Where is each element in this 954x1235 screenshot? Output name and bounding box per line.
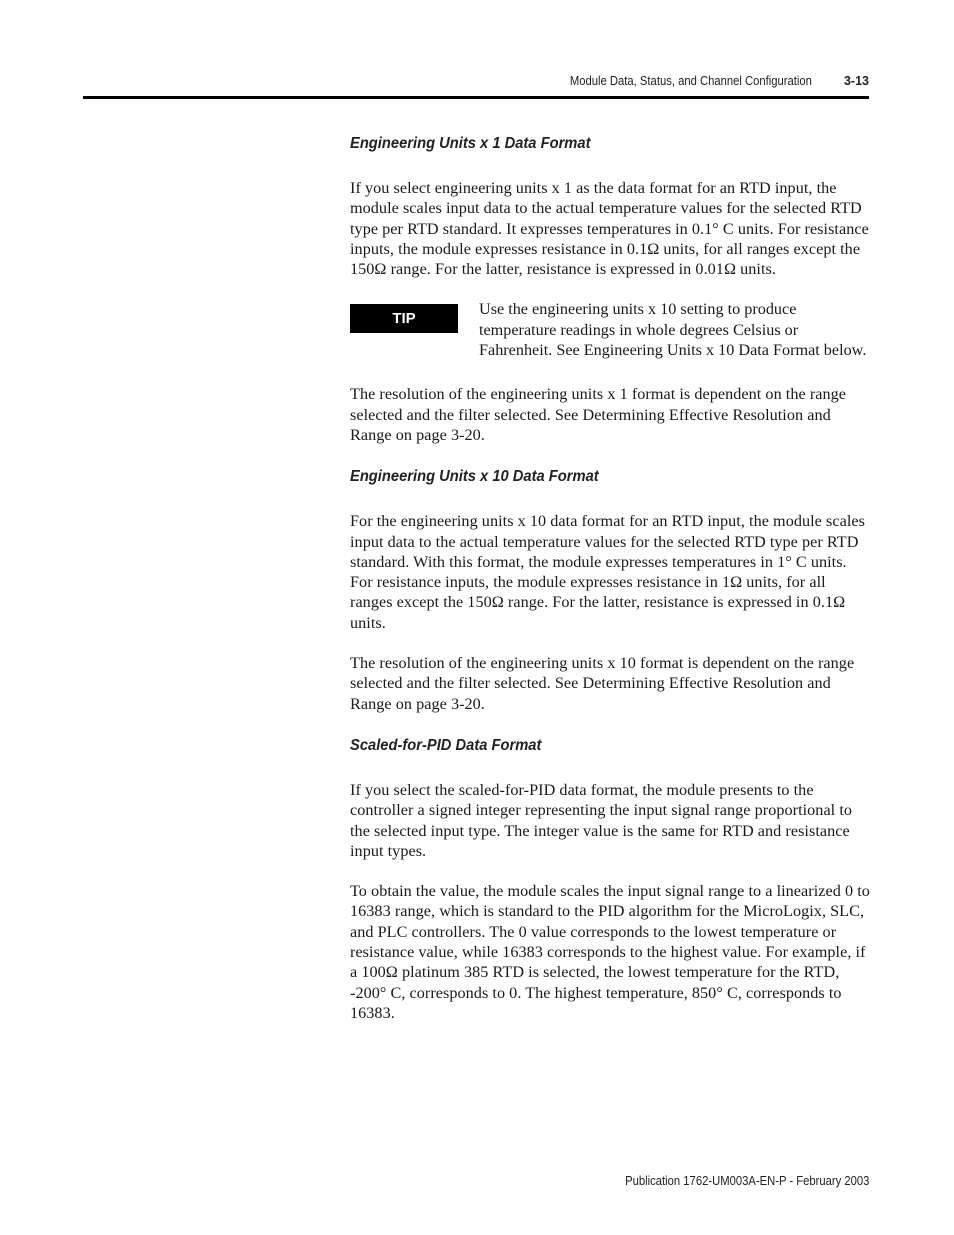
body-paragraph: If you select engineering units x 1 as the data format for an RTD input, the module scales input data to the actual temperature values for the selected RTD type per RTD standard. It expresses temperatures in 0.1° C units. For resistance inputs, the module expresses resistance in 0.1Ω units, for all ranges except the 150Ω range. For the latter, resistance is expressed in 0.01Ω units. (350, 179, 869, 279)
section-heading: Engineering Units x 1 Data Format (350, 135, 591, 152)
page-number: 3-13 (843, 74, 869, 88)
section-heading: Scaled-for-PID Data Format (350, 736, 542, 754)
body-paragraph: The resolution of the engineering units x 10 format is dependent on the range selected and the filter selected. See Determining Effective Resolution and Range on page 3-20. (350, 654, 855, 713)
tip-callout (350, 299, 870, 360)
section-eng-units-x10 (350, 465, 870, 714)
body-paragraph: The resolution of the engineering units x 1 format is dependent on the range selected and the filter selected. See Determining Effective Resolution and Range on page 3-20. (350, 385, 847, 444)
body-paragraph: If you select the scaled-for-PID data format, the module presents to the controller a signed integer representing the input signal range proportional to the selected input type. The integer value is the same for RTD and resistance input types. (350, 780, 853, 860)
tip-text: Use the engineering units x 10 setting to produce temperature readings in whole degrees Celsius or Fahrenheit. See Engineering Units x 10 Data Format below. (479, 300, 867, 360)
tip-badge: TIP (350, 304, 458, 333)
publication-footer: Publication 1762-UM003A-EN-P - February 2003 (624, 1174, 869, 1188)
section-scaled-for-pid (350, 734, 870, 1023)
header-rule (83, 96, 869, 99)
running-title: Module Data, Status, and Channel Configuration (569, 74, 812, 88)
section-eng-units-x1 (350, 132, 870, 445)
main-content (350, 132, 870, 1043)
body-paragraph: To obtain the value, the module scales the input signal range to a linearized 0 to 16383 range, which is standard to the PID algorithm for the MicroLogix, SLC, and PLC controllers. The 0 value corresponds to the lowest temperature or resistance value, while 16383 corresponds to the highest value. For example, if a 100Ω platinum 385 RTD is selected, the lowest temperature for the RTD, -200° C, corresponds to 0. The highest temperature, 850° C, corresponds to 16383. (350, 882, 870, 1022)
body-paragraph: For the engineering units x 10 data format for an RTD input, the module scales input data to the actual temperature values for the selected RTD type per RTD standard. With this format, the module expresses temperatures in 1° C units. For resistance inputs, the module expresses resistance in 1Ω units, for all ranges except the 150Ω range. For the latter, resistance is expressed in 0.1Ω units. (350, 512, 865, 632)
section-heading: Engineering Units x 10 Data Format (350, 468, 599, 486)
